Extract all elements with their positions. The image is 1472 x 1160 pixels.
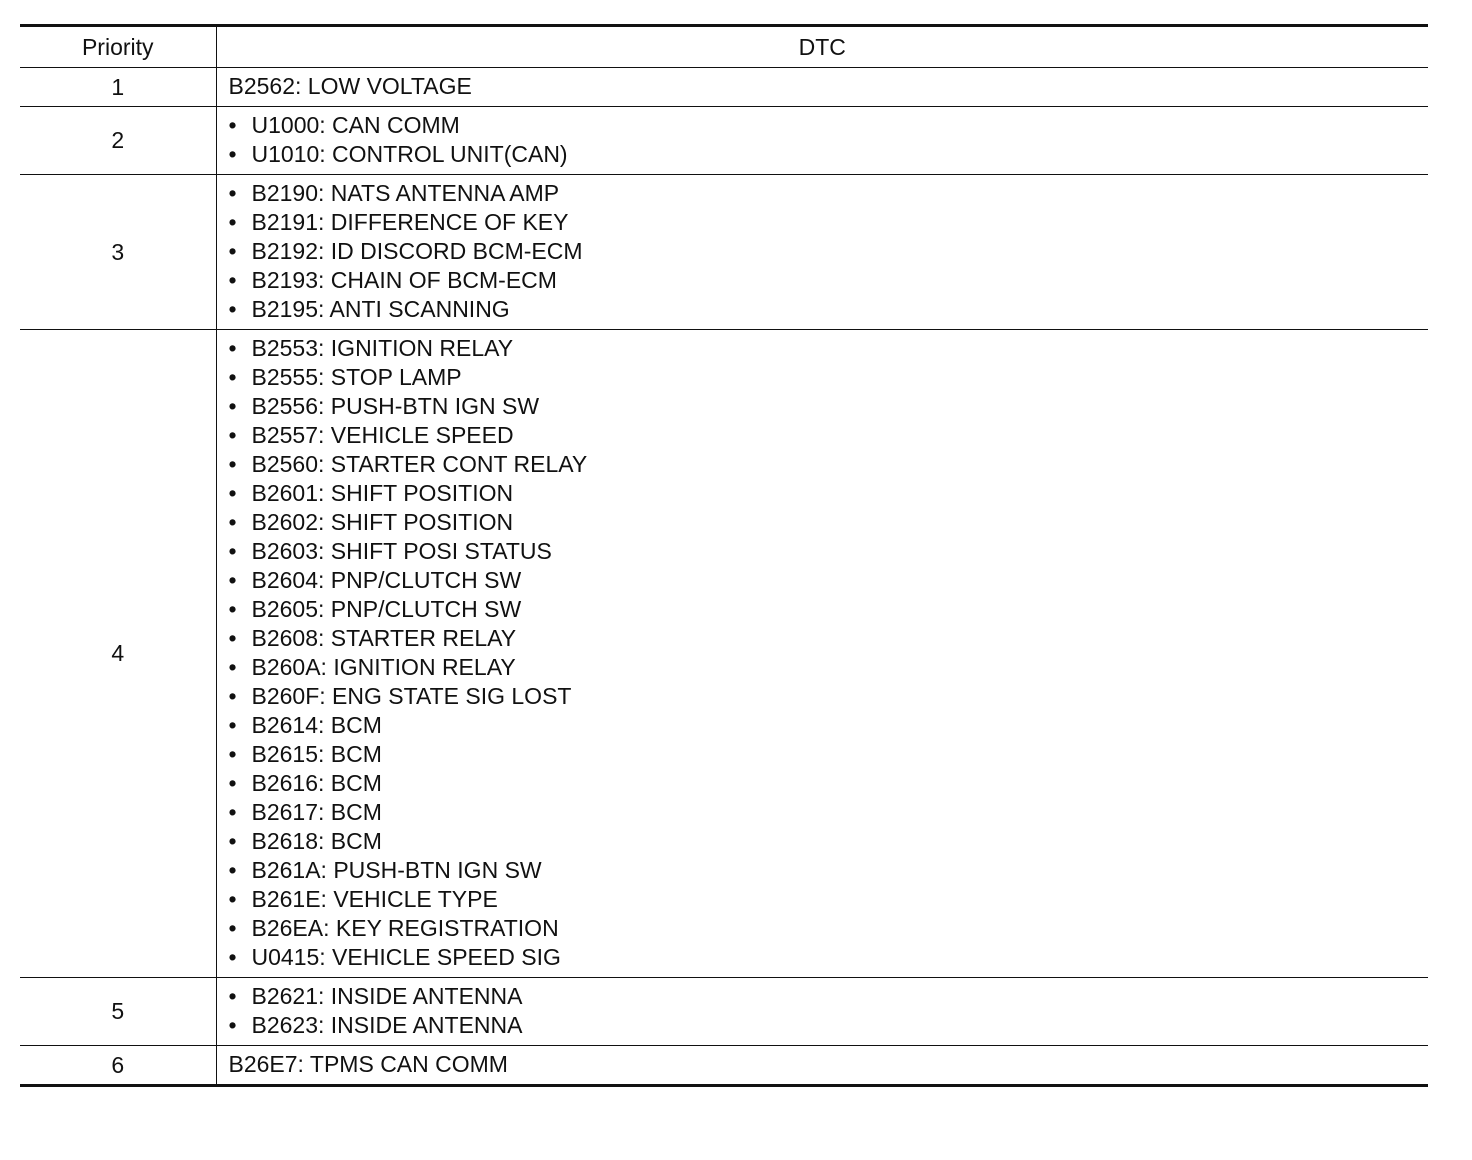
dtc-cell [216, 107, 1428, 175]
dtc-cell [216, 1046, 1428, 1086]
dtc-cell [216, 68, 1428, 107]
dtc-priority-table [20, 24, 1428, 1087]
dtc-list-item [229, 595, 1429, 624]
dtc-list-item [229, 682, 1429, 711]
table-row [20, 1046, 1428, 1086]
priority-cell: 1 [20, 68, 216, 107]
priority-cell: 3 [20, 175, 216, 330]
priority-cell: 4 [20, 330, 216, 978]
dtc-code-text: B261E: VEHICLE TYPE [251, 886, 498, 912]
dtc-list-item [229, 827, 1429, 856]
table-row [20, 68, 1428, 107]
bullet-icon: • [228, 596, 237, 622]
priority-cell: 2 [20, 107, 216, 175]
dtc-code-text: B2617: BCM [251, 799, 382, 825]
dtc-code-text: B2605: PNP/CLUTCH SW [251, 596, 522, 622]
dtc-code-text: B2557: VEHICLE SPEED [251, 422, 514, 448]
dtc-code-text: B2608: STARTER RELAY [251, 625, 517, 651]
dtc-cell [216, 330, 1428, 978]
dtc-code-text: B260F: ENG STATE SIG LOST [251, 683, 572, 709]
dtc-list-item [229, 208, 1429, 237]
dtc-item: B26E7: TPMS CAN COMM [228, 1051, 508, 1077]
bullet-icon: • [228, 509, 237, 535]
dtc-code-text: B261A: PUSH-BTN IGN SW [251, 857, 542, 883]
bullet-icon: • [228, 1012, 237, 1038]
bullet-icon: • [228, 712, 237, 738]
dtc-code-text: B2560: STARTER CONT RELAY [251, 451, 588, 477]
bullet-icon: • [228, 480, 237, 506]
table-row [20, 978, 1428, 1046]
bullet-icon: • [228, 267, 237, 293]
dtc-code-text: B2601: SHIFT POSITION [251, 480, 514, 506]
dtc-list-item [229, 111, 1429, 140]
bullet-icon: • [228, 180, 237, 206]
bullet-icon: • [228, 422, 237, 448]
dtc-code-text: B2615: BCM [251, 741, 382, 767]
dtc-list-item [229, 508, 1429, 537]
dtc-list-item [229, 885, 1429, 914]
dtc-list-item [229, 943, 1429, 972]
dtc-list-item [229, 740, 1429, 769]
dtc-item: B2562: LOW VOLTAGE [228, 73, 472, 99]
dtc-code-text: B2553: IGNITION RELAY [251, 335, 514, 361]
dtc-code-text: U0415: VEHICLE SPEED SIG [251, 944, 561, 970]
priority-cell: 6 [20, 1046, 216, 1086]
dtc-list-item [229, 237, 1429, 266]
dtc-list-item [229, 914, 1429, 943]
dtc-cell [216, 978, 1428, 1046]
dtc-code-text: U1000: CAN COMM [251, 112, 460, 138]
bullet-icon: • [228, 538, 237, 564]
dtc-code-text: B2614: BCM [251, 712, 382, 738]
dtc-list-item [229, 856, 1429, 885]
dtc-list-item [229, 537, 1429, 566]
bullet-icon: • [228, 296, 237, 322]
bullet-icon: • [228, 857, 237, 883]
dtc-code-text: B26EA: KEY REGISTRATION [251, 915, 559, 941]
dtc-code-text: B2604: PNP/CLUTCH SW [251, 567, 522, 593]
bullet-icon: • [228, 209, 237, 235]
dtc-column-header: DTC [216, 26, 1428, 68]
bullet-icon: • [228, 983, 237, 1009]
dtc-list-item [229, 266, 1429, 295]
bullet-icon: • [228, 944, 237, 970]
priority-cell: 5 [20, 978, 216, 1046]
dtc-code-text: B2555: STOP LAMP [251, 364, 462, 390]
dtc-list-item [229, 479, 1429, 508]
dtc-list-item [229, 450, 1429, 479]
bullet-icon: • [228, 364, 237, 390]
bullet-icon: • [228, 567, 237, 593]
dtc-list-item [229, 624, 1429, 653]
bullet-icon: • [228, 238, 237, 264]
bullet-icon: • [228, 799, 237, 825]
bullet-icon: • [228, 141, 237, 167]
dtc-list-item [229, 653, 1429, 682]
dtc-list-item [229, 566, 1429, 595]
priority-column-header: Priority [20, 26, 216, 68]
bullet-icon: • [228, 741, 237, 767]
dtc-list-item [229, 295, 1429, 324]
table-row [20, 330, 1428, 978]
bullet-icon: • [228, 683, 237, 709]
dtc-list-item [229, 711, 1429, 740]
dtc-code-text: B2616: BCM [251, 770, 382, 796]
bullet-icon: • [228, 393, 237, 419]
dtc-code-text: B260A: IGNITION RELAY [251, 654, 516, 680]
dtc-code-text: U1010: CONTROL UNIT(CAN) [251, 141, 568, 167]
dtc-code-text: B2602: SHIFT POSITION [251, 509, 514, 535]
dtc-code-text: B2193: CHAIN OF BCM-ECM [251, 267, 557, 293]
dtc-list [229, 111, 1429, 169]
dtc-code-text: B2191: DIFFERENCE OF KEY [251, 209, 569, 235]
dtc-code-text: B2621: INSIDE ANTENNA [251, 983, 523, 1009]
dtc-list-item [229, 392, 1429, 421]
bullet-icon: • [228, 886, 237, 912]
table-row [20, 107, 1428, 175]
dtc-list-item [229, 798, 1429, 827]
dtc-code-text: B2195: ANTI SCANNING [251, 296, 510, 322]
dtc-list-item [229, 421, 1429, 450]
dtc-code-text: B2190: NATS ANTENNA AMP [251, 180, 560, 206]
dtc-code-text: B2623: INSIDE ANTENNA [251, 1012, 523, 1038]
bullet-icon: • [228, 654, 237, 680]
dtc-list-item [229, 363, 1429, 392]
bullet-icon: • [228, 112, 237, 138]
table-row [20, 175, 1428, 330]
dtc-list-item [229, 1011, 1429, 1040]
dtc-code-text: B2603: SHIFT POSI STATUS [251, 538, 552, 564]
dtc-cell [216, 175, 1428, 330]
dtc-list-item [229, 140, 1429, 169]
bullet-icon: • [228, 915, 237, 941]
bullet-icon: • [228, 770, 237, 796]
bullet-icon: • [228, 828, 237, 854]
dtc-list [229, 179, 1429, 324]
dtc-list-item [229, 769, 1429, 798]
dtc-list-item [229, 179, 1429, 208]
dtc-code-text: B2618: BCM [251, 828, 382, 854]
bullet-icon: • [228, 335, 237, 361]
dtc-code-text: B2192: ID DISCORD BCM-ECM [251, 238, 583, 264]
dtc-list-item [229, 334, 1429, 363]
header-row [20, 26, 1428, 68]
bullet-icon: • [228, 451, 237, 477]
dtc-code-text: B2556: PUSH-BTN IGN SW [251, 393, 540, 419]
bullet-icon: • [228, 625, 237, 651]
dtc-list-item [229, 982, 1429, 1011]
dtc-list [229, 334, 1429, 972]
dtc-list [229, 982, 1429, 1040]
